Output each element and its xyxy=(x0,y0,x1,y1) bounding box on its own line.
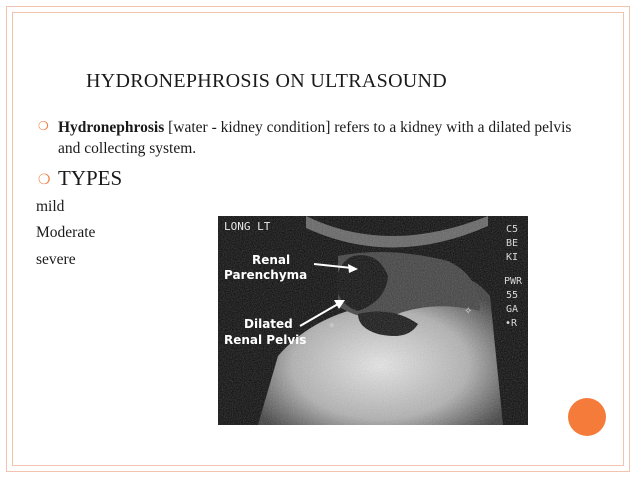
label-renal-pelvis: Renal Pelvis xyxy=(224,333,307,347)
type-item-mild: mild xyxy=(36,198,65,215)
ultrasound-side-label: C5 xyxy=(506,224,519,235)
ultrasound-side-label: •R xyxy=(505,318,518,329)
definition-text: [water - kidney condition] refers to a kidney with a dilated pelvis and collecting system. xyxy=(58,119,572,157)
ultrasound-side-label: GA xyxy=(506,304,519,315)
ultrasound-image xyxy=(218,216,528,425)
type-item-severe: severe xyxy=(36,251,76,268)
definition-bullet xyxy=(58,117,578,159)
decorative-circle xyxy=(568,398,606,436)
definition-term: Hydronephrosis xyxy=(58,119,165,136)
types-heading: TYPES xyxy=(58,166,123,190)
svg-text:✧: ✧ xyxy=(464,306,473,317)
ultrasound-header: LONG LT xyxy=(224,220,271,233)
bullet-icon: ❍ xyxy=(38,119,49,133)
type-item-moderate: Moderate xyxy=(36,224,96,241)
ultrasound-side-label: PWR xyxy=(504,276,523,287)
label-parenchyma: Parenchyma xyxy=(224,268,308,282)
slide-title: HYDRONEPHROSIS ON ULTRASOUND xyxy=(86,70,448,92)
svg-text:∗: ∗ xyxy=(328,321,336,331)
label-renal: Renal xyxy=(252,253,291,267)
bullet-icon: ❍ xyxy=(38,172,51,188)
ultrasound-side-label: BE xyxy=(506,238,519,249)
ultrasound-side-label: 55 xyxy=(506,290,519,301)
label-dilated: Dilated xyxy=(244,317,293,331)
ultrasound-side-label: KI xyxy=(506,252,519,263)
